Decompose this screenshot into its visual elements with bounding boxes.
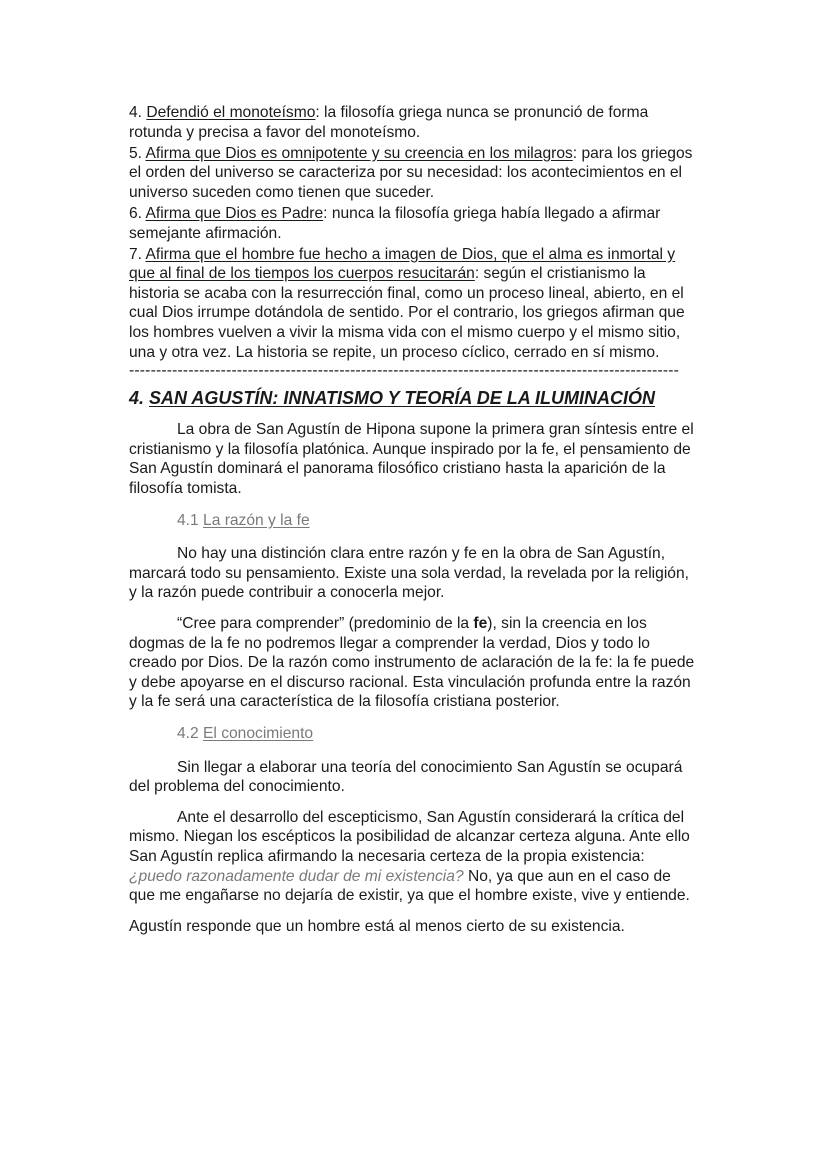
- subheading-knowledge: 4.2 El conocimiento: [177, 724, 314, 742]
- item-text: : nunca la filosofía griega había llegado a afirmar semejante afirmación.: [129, 204, 661, 242]
- list-item-4: [129, 103, 699, 142]
- section-heading: 4. SAN AGUSTÍN: INNATISMO Y TEORÍA DE LA ILUMINACIÓN: [129, 388, 656, 409]
- list-item-6: [129, 204, 699, 243]
- item-number: 5.: [129, 144, 146, 162]
- paragraph-conclusion: Agustín responde que un hombre está al menos cierto de su existencia.: [129, 917, 625, 935]
- item-number: 4.: [129, 104, 147, 121]
- list-item-5: [129, 144, 699, 203]
- item-number: 6.: [129, 204, 146, 222]
- item-text: : la filosofía griega nunca se pronunció de forma rotunda y precisa a favor del monoteísmo.: [129, 104, 649, 141]
- item-title: Defendió el monoteísmo: [146, 104, 316, 121]
- item-title: Afirma que el hombre fue hecho a imagen de Dios, que el alma es inmortal y que al final de los tiempos los cuerpos resucitarán: [129, 245, 676, 283]
- bold-fe: fe: [473, 614, 488, 632]
- intro-paragraph: La obra de San Agustín de Hipona supone la primera gran síntesis entre el cristianismo y la filosofía platónica. Aunque inspirado por la fe, el pensamiento de San Agustín dominará el panorama filosófico cristiano hasta la aparición de la filosofía tomista.: [129, 421, 694, 497]
- document-page: [129, 103, 699, 947]
- list-item-7: [129, 245, 699, 363]
- quote-question: ¿puedo razonadamente dudar de mi existencia?: [129, 867, 464, 885]
- section-title: SAN AGUSTÍN: INNATISMO Y TEORÍA DE LA ILUMINACIÓN: [149, 388, 656, 409]
- separator-line: ------------------------------------------------------------------------------------------------------: [129, 364, 680, 379]
- paragraph-knowledge: Sin llegar a elaborar una teoría del conocimiento San Agustín se ocupará del problema del conocimiento.: [129, 758, 683, 796]
- item-text: : para los griegos el orden del universo se caracteriza por su necesidad: los acontecimientos en el universo suceden como tienen que suceder.: [129, 144, 693, 201]
- item-number: 7.: [129, 245, 146, 263]
- item-text: : según el cristianismo la historia se acaba con la resurrección final, como un proceso lineal, abierto, en el cual Dios irrumpe dotándola de sentido. Por el contrario, los griegos afirman que los hombres vuelven a vivir la misma vida con el mismo cuerpo y el mismo sitio, una y otra vez. La historia se repite, un proceso cíclico, cerrado en sí mismo.: [129, 265, 685, 361]
- paragraph-one-truth: No hay una distinción clara entre razón y fe en la obra de San Agustín, marcará todo su pensamiento. Existe una sola verdad, la revelada por la religión, y la razón puede contribuir a conocerla mejor.: [129, 545, 689, 602]
- paragraph-skepticism: Ante el desarrollo del escepticismo, San Agustín considerará la crítica del mismo. Niegan los escépticos la posibilidad de alcanzar certeza alguna. Ante ello San Agustín replica afirmando la necesaria certeza de la propia existencia: ¿puedo razonadamente dudar de mi existencia? No, ya que aun en el caso de que me engañarse no dejaría de existir, ya que el hombre existe, vive y entiende.: [129, 808, 690, 905]
- item-title: Afirma que Dios es omnipotente y su creencia en los milagros: [145, 144, 573, 162]
- paragraph-believe: “Cree para comprender” (predominio de la fe), sin la creencia en los dogmas de la fe no podremos llegar a comprender la verdad, Dios y todo lo creado por Dios. De la razón como instrumento de aclaración de la fe: la fe puede y debe apoyarse en el discurso racional. Esta vinculación profunda entre la razón y la fe será una característica de la filosofía cristiana posterior.: [129, 614, 695, 711]
- item-title: Afirma que Dios es Padre: [145, 204, 324, 222]
- subheading-reason-faith: 4.1 La razón y la fe: [177, 511, 310, 529]
